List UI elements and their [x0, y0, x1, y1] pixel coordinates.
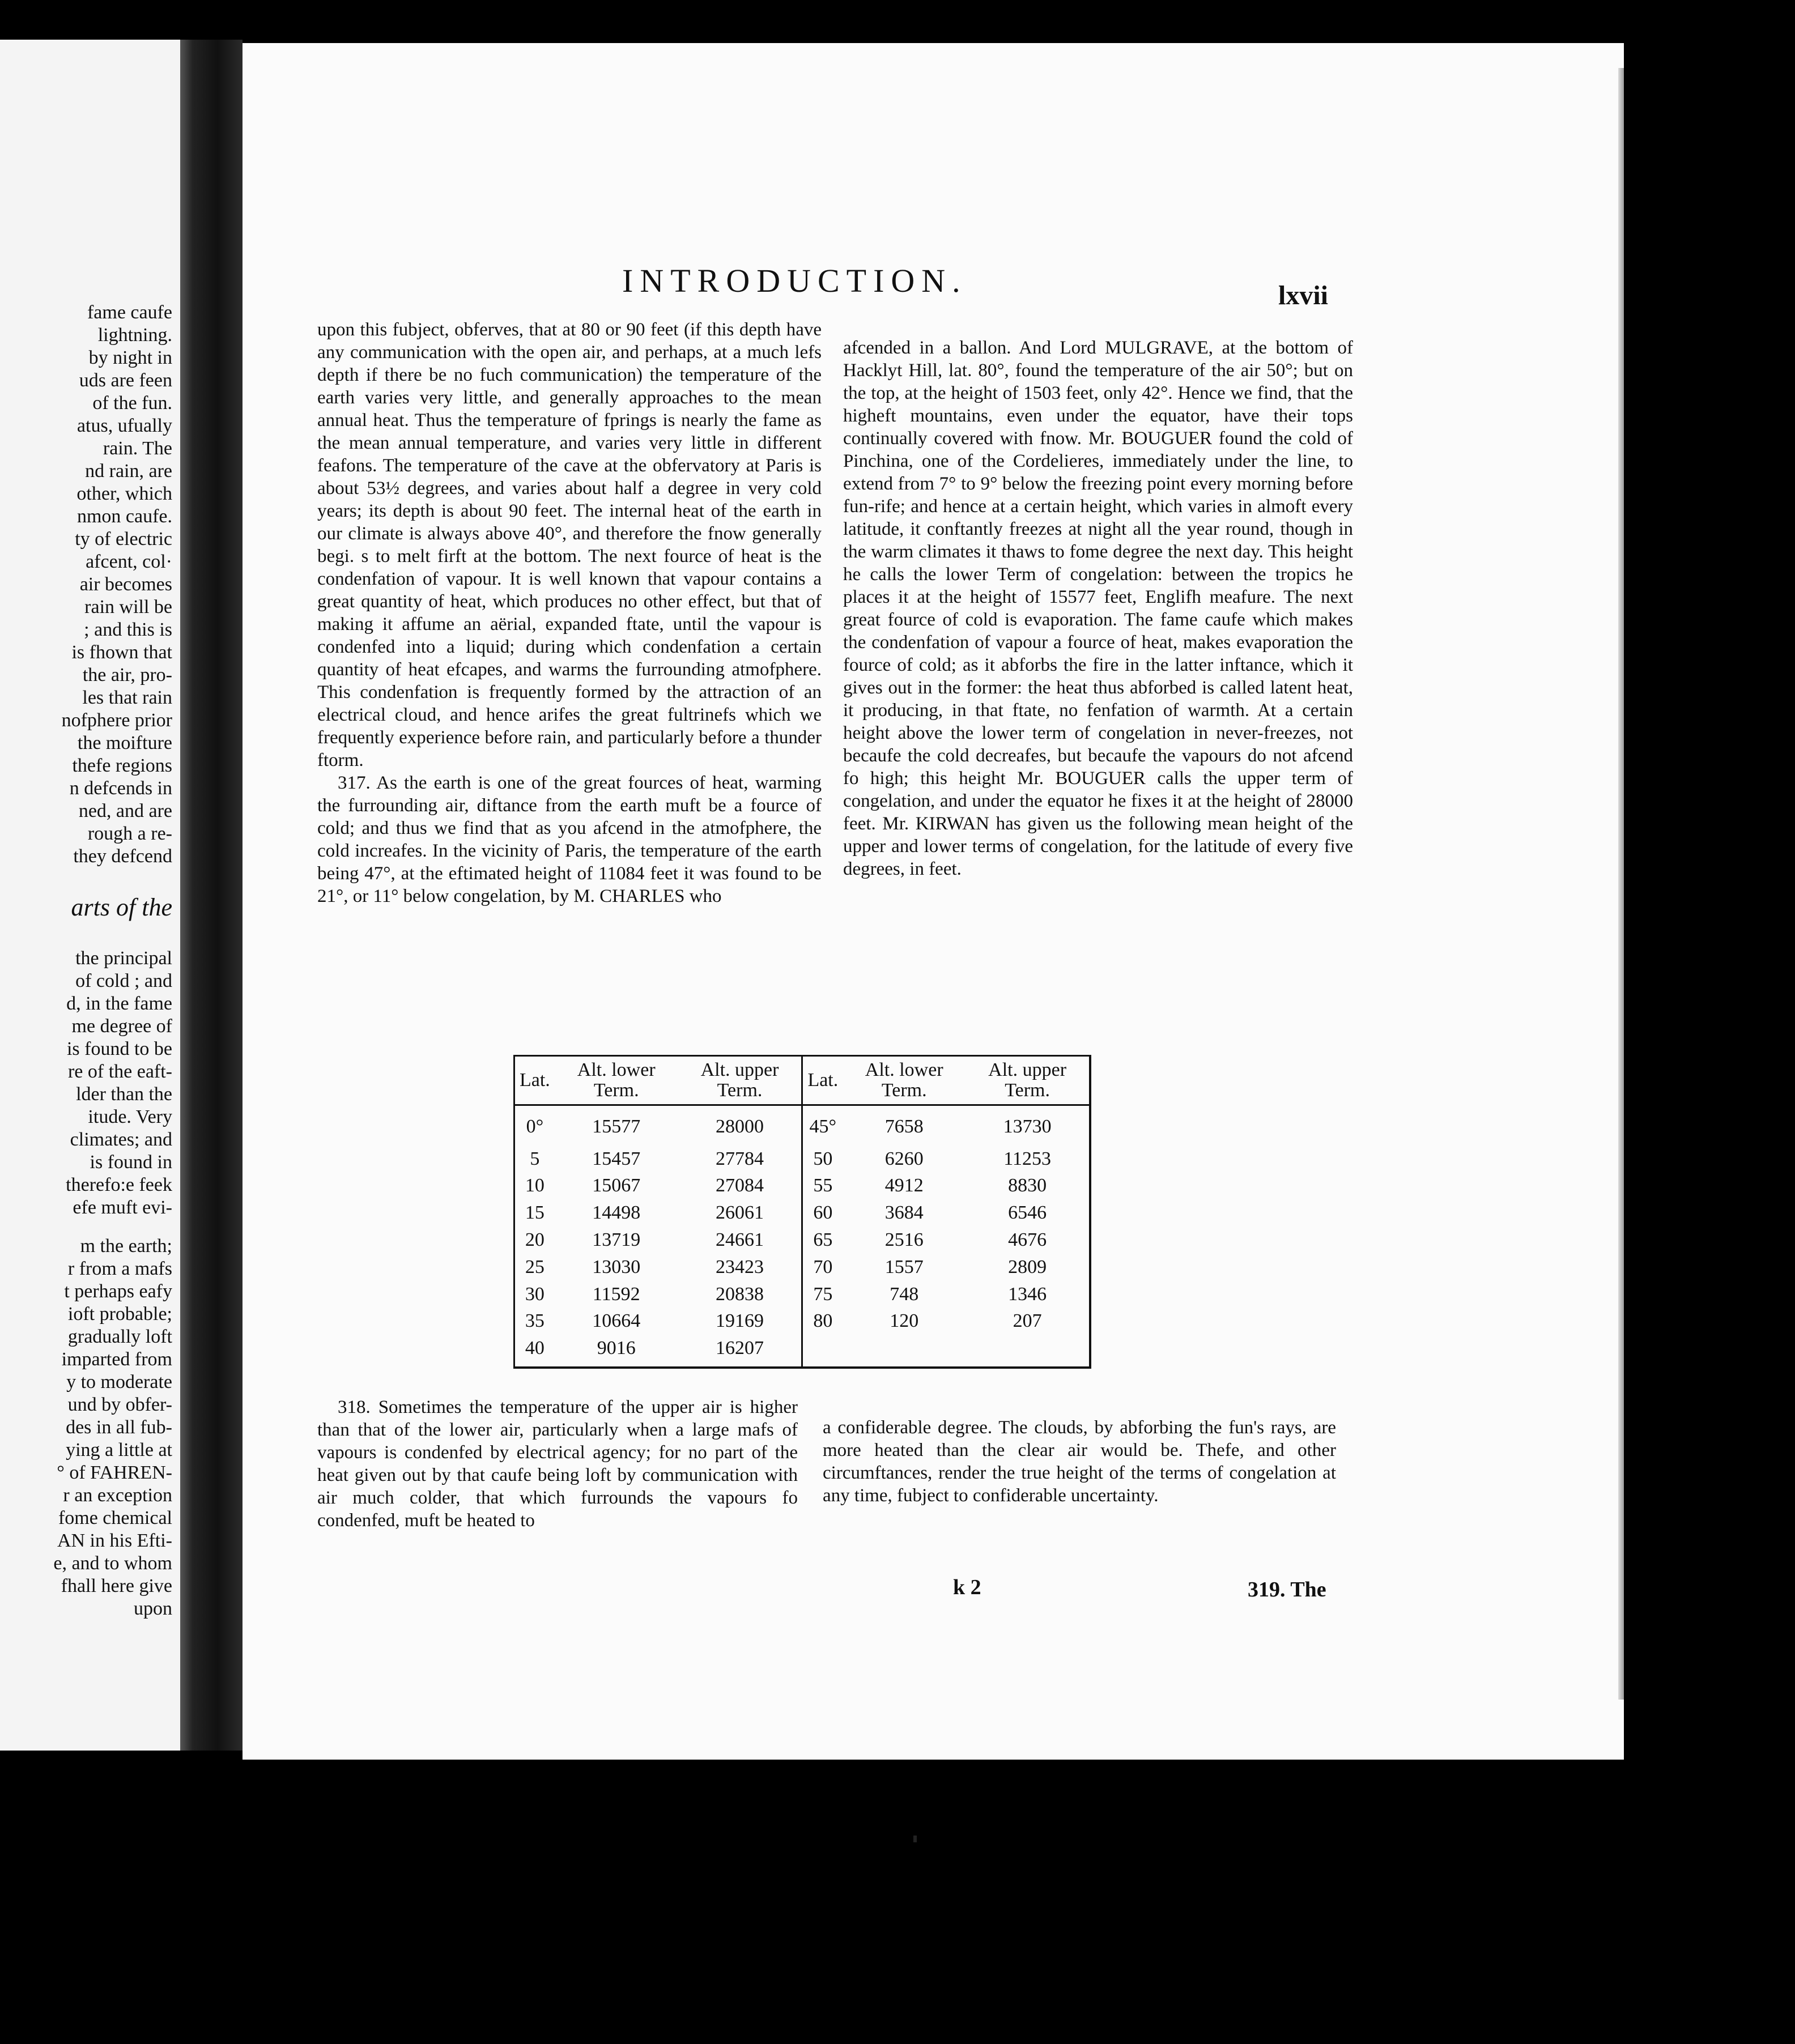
table-row [514, 1230, 1091, 1258]
left-page-line: und by obfer- [67, 1394, 172, 1415]
table-cell: 11253 [965, 1149, 1090, 1177]
table-header-cell: Alt. upper Term. [965, 1056, 1090, 1105]
left-page-line: rain will be [84, 597, 172, 618]
table-cell: 6260 [884, 1148, 924, 1169]
table-cell: 50 [813, 1148, 833, 1169]
table-row [514, 1105, 1091, 1149]
table-cell: 14498 [592, 1202, 641, 1224]
table-cell: 15577 [592, 1116, 641, 1137]
paragraph: upon this fubject, obferves, that at 80 or 90 feet (if this depth have any communication with the open air, and perhaps, at a much lefs depth if there be no fuch communication) the temperature of the earth varies very little, and generally approaches to the mean annual heat. Thus the temperature of fprings is nearly the fame as the mean annual temperature, and varies very little in different feafons. The temperature of the cave at the obfervatory at Paris is about 53½ degrees, and varies about half a degree in very cold years; its depth is about 90 feet. The internal heat of the earth in our climate is always above 40°, and therefore the fnow generally begi. s to melt firft at the bottom. The next fource of heat is the condenfation of vapour. It is well known that vapour contains a great quantity of heat, which produces no other effect, but that of making it affume an aërial, expanded ftate, until the vapour is condenfed into a liquid; during which condenfation a certain quantity of heat efcapes, and warms the furrounding atmofphere. This condenfation is frequently formed by the attraction of an electrical cloud, and hence arifes the great fultrinefs which we frequently experience before rain, and particularly before a thunder ftorm. [317, 320, 822, 770]
table-cell: 8830 [965, 1176, 1090, 1203]
table-cell: 24661 [678, 1230, 802, 1258]
table-cell: 13719 [592, 1229, 641, 1250]
paragraph-318: 318. Sometimes the temperature of the upper air is higher than that of the lower air, particularly when a large mafs of vapours is condenfed by electrical agency; for no part of the heat given out by that caufe being loft by communication with air much colder, that which furrounds the vapours fo condenfed, muft be heated to [317, 1397, 798, 1531]
left-page-line: ying a little at [66, 1440, 172, 1460]
table-cell: 1346 [965, 1285, 1090, 1312]
table-cell: 11592 [592, 1283, 640, 1305]
table-cell: 2516 [884, 1229, 924, 1250]
left-facing-page [0, 40, 180, 1751]
left-page-line: me degree of [71, 1016, 172, 1037]
left-page-line: ned, and are [78, 800, 172, 821]
table-cell: 10 [514, 1176, 555, 1203]
left-page-line: les that rain [82, 687, 172, 708]
table-cell: 26061 [678, 1203, 802, 1230]
table-cell [965, 1339, 1090, 1368]
table-cell: 80 [813, 1310, 833, 1332]
table-cell: 0° [514, 1105, 555, 1149]
data-table [513, 1055, 1091, 1369]
table-cell: 15457 [592, 1148, 641, 1169]
text-column-bottom-left [317, 1396, 798, 1532]
table-cell: 4912 [884, 1175, 924, 1196]
left-page-line: fome chemical [58, 1508, 172, 1528]
left-page-line: upon [134, 1598, 172, 1619]
table-cell: 75 [813, 1283, 833, 1305]
left-page-line: uds are feen [79, 370, 172, 391]
table-row [514, 1339, 1091, 1368]
left-page-line: rain. The [103, 438, 172, 459]
table-cell: 70 [813, 1256, 833, 1278]
table-cell: 30 [514, 1285, 555, 1312]
left-page-line: therefo:e feek [66, 1174, 172, 1195]
table-cell: 5 [514, 1149, 555, 1177]
left-page-line: AN in his Efti- [57, 1530, 172, 1551]
table-header-cell: Alt. upper Term. [678, 1056, 802, 1105]
left-page-line: rough a re- [87, 823, 172, 844]
table-header-row [514, 1056, 1091, 1105]
left-page-line: lder than the [76, 1084, 172, 1105]
table-cell: 1557 [884, 1256, 924, 1278]
left-page-line: des in all fub- [66, 1417, 172, 1438]
left-page-heading: arts of the [71, 893, 172, 921]
table-cell: 23423 [678, 1258, 802, 1285]
book-gutter [180, 40, 243, 1751]
text-column-right [843, 337, 1353, 880]
page-number: lxvii [1278, 280, 1329, 310]
text-column-left [317, 318, 822, 908]
table-header-cell: Alt. lower Term. [555, 1056, 678, 1105]
left-page-line: ° of FAHREN- [57, 1462, 172, 1483]
table-body [514, 1105, 1091, 1368]
table-row [514, 1203, 1091, 1230]
table-cell: 15 [514, 1203, 555, 1230]
table-row [514, 1149, 1091, 1177]
left-page-line: climates; and [70, 1129, 172, 1150]
table-cell: 60 [813, 1202, 833, 1224]
left-page-line: is found to be [66, 1038, 172, 1059]
table-row [514, 1285, 1091, 1312]
table-cell [843, 1339, 965, 1368]
table-cell: 7658 [884, 1116, 924, 1137]
left-page-line: fame caufe [87, 302, 172, 323]
left-page-line: e, and to whom [53, 1553, 172, 1574]
table-cell: 27084 [678, 1176, 802, 1203]
left-page-line: atus, ufually [76, 415, 172, 436]
left-page-line: of the fun. [92, 393, 172, 414]
table-cell [802, 1339, 843, 1368]
left-page-line: by night in [88, 347, 172, 368]
table-row [514, 1176, 1091, 1203]
table-cell: 4676 [965, 1230, 1090, 1258]
table-header-cell: Alt. lower Term. [843, 1056, 965, 1105]
table-cell: 35 [514, 1311, 555, 1339]
paragraph: a confiderable degree. The clouds, by abforbing the fun's rays, are more heated than the clear air would be. Thefe, and other circumftances, render the true height of the terms of congelation at any time, fubject to confiderable uncertainty. [823, 1417, 1336, 1506]
left-page-line: ty of electric [75, 529, 172, 550]
left-page-line: t perhaps eafy [64, 1281, 172, 1302]
left-page-line: the principal [75, 948, 172, 969]
table-row [514, 1258, 1091, 1285]
left-page-line: air becomes [79, 574, 172, 595]
left-page-line: r from a mafs [67, 1258, 172, 1279]
left-page-line: nofphere prior [61, 710, 172, 731]
running-head: INTRODUCTION. [622, 262, 967, 299]
table-cell: 27784 [678, 1149, 802, 1177]
table-cell: 19169 [678, 1311, 802, 1339]
table-cell: 6546 [965, 1203, 1090, 1230]
left-page-line: fhall here give [61, 1575, 172, 1596]
paragraph: afcended in a ballon. And Lord MULGRAVE, at the bottom of Hacklyt Hill, lat. 80°, found the temperature of the air 50°; but on the top, at the height of 1503 feet, only 42°. Hence we find, that the higheft mountains, even under the equator, have their tops continually covered with fnow. Mr. BOUGUER found the cold of Pinchina, one of the Cordelieres, immediately under the line, to extend from 7° to 9° below the freezing point every morning before fun-rife; and hence at a certain height, which varies in almoft every latitude, it conftantly freezes at night all the year round, though in the warm climates it thaws to fome degree the next day. This height he calls the lower Term of congelation: between the tropics he places it at the height of 15577 feet, Englifh meafure. The next great fource of cold is evaporation. The fame caufe which makes the condenfation of vapour a fource of heat, makes evaporation the fource of cold; as it abforbs the fire in the latter inftance, which it gives out in the former: the heat thus abforbed is called latent heat, it producing, in that ftate, no fenfation of warmth. At a certain height above the lower term of congelation in never-freezes, not becaufe the cold decreafes, but becaufe the vapours do not afcend fo high; this height Mr. BOUGUER calls the upper term of congelation, and under the equator he fixes it at the height of 28000 feet. Mr. KIRWAN has given us the following mean height of the upper and lower terms of congelation, for the latitude of every five degrees, in feet. [843, 338, 1353, 879]
catchword: 319. The [1248, 1578, 1326, 1602]
signature-mark: k 2 [953, 1575, 981, 1599]
table-cell: 15067 [592, 1175, 641, 1196]
left-page-line: the moifture [77, 733, 172, 753]
left-page-line: m the earth; [80, 1236, 172, 1257]
left-page-line: of cold ; and [75, 970, 172, 991]
left-page-line: imparted from [61, 1349, 172, 1370]
table-cell: 55 [813, 1175, 833, 1196]
left-page-line: is found in [90, 1152, 172, 1173]
left-page-line: afcent, col· [86, 551, 172, 572]
table-cell: 16207 [678, 1339, 802, 1368]
scan-speck [913, 1836, 917, 1842]
table-cell: 9016 [555, 1339, 678, 1368]
table-cell: 28000 [678, 1105, 802, 1149]
table-header-cell: Lat. [514, 1056, 555, 1105]
left-page-line: is fhown that [71, 642, 172, 663]
paragraph-317: 317. As the earth is one of the great fources of heat, warming the furrounding air, diftance from the earth muft be a fource of cold; and thus we find that as you afcend in the atmofphere, the cold increafes. In the vicinity of Paris, the temperature of the earth being 47°, at the eftimated height of 11084 feet it was found to be 21°, or 11° below congelation, by M. CHARLES who [317, 773, 822, 906]
table-cell: 13730 [965, 1105, 1090, 1149]
table-cell: 45° [809, 1116, 837, 1137]
table-cell: 748 [890, 1283, 919, 1305]
left-page-line: nd rain, are [85, 461, 172, 482]
left-page-line: r an exception [63, 1485, 172, 1506]
left-page-line: ioft probable; [67, 1304, 172, 1325]
table-cell: 10664 [592, 1310, 641, 1332]
left-page-line: d, in the fame [66, 993, 172, 1014]
table-cell: 207 [965, 1311, 1090, 1339]
left-page-line: thefe regions [72, 755, 172, 776]
table-cell: 3684 [884, 1202, 924, 1224]
table-cell: 120 [890, 1310, 919, 1332]
table-cell: 20 [514, 1230, 555, 1258]
left-page-line: y to moderate [66, 1372, 172, 1393]
table-cell: 25 [514, 1258, 555, 1285]
left-page-line: n defcends in [69, 778, 172, 799]
left-page-line: lightning. [97, 325, 172, 346]
table-cell: 13030 [592, 1256, 641, 1278]
left-page-line: ; and this is [84, 619, 172, 640]
left-page-line: they defcend [73, 846, 172, 867]
table-header-cell: Lat. [802, 1056, 843, 1105]
left-page-line: the air, pro- [82, 665, 172, 685]
table-cell: 65 [813, 1229, 833, 1250]
left-page-line: itude. Very [88, 1106, 172, 1127]
table-row [514, 1311, 1091, 1339]
left-page-line: re of the eaft- [67, 1061, 172, 1082]
scan-background [1624, 0, 1795, 2044]
congelation-table [513, 1055, 1091, 1369]
left-page-line: other, which [76, 483, 172, 504]
table-cell: 40 [514, 1339, 555, 1368]
table-cell: 20838 [678, 1285, 802, 1312]
table-cell: 2809 [965, 1258, 1090, 1285]
left-page-line: gradually loft [67, 1326, 172, 1347]
left-page-line: nmon caufe. [76, 506, 172, 527]
text-column-bottom-right [823, 1416, 1336, 1507]
left-page-line: efe muft evi- [73, 1197, 172, 1218]
